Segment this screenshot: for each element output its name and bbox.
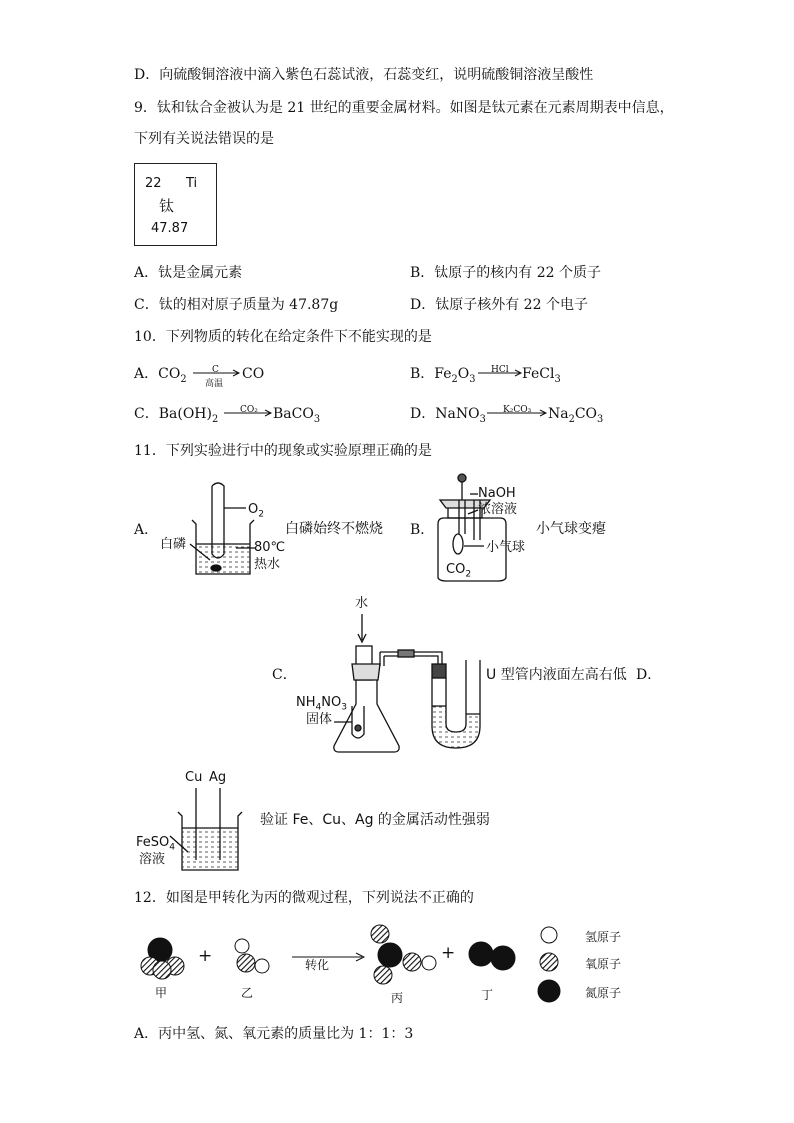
q11-b-concentrated: 浓溶液 [478, 502, 518, 517]
legend-symbols [538, 927, 560, 1002]
q11-b-naoh: NaOH [478, 486, 516, 501]
q9-option-c: C．钛的相对原子质量为 47.87g [134, 297, 339, 313]
q8-option-d: D．向硫酸铜溶液中滴入紫色石蕊试液，石蕊变红，说明硫酸铜溶液呈酸性 [134, 67, 594, 83]
experiment-c-apparatus [334, 614, 480, 752]
q10-a-reactant-sub: 2 [180, 373, 187, 385]
q10-b-reactant: Fe [434, 366, 452, 382]
atomic-number: 22 [145, 176, 162, 191]
q11-c-description: U 型管内液面左高右低 [486, 667, 627, 683]
q10-d-reactant-sub: 3 [479, 413, 486, 425]
plus-sign-2: + [441, 943, 456, 963]
molecule-jia [141, 938, 184, 979]
molecule-ding [469, 942, 515, 970]
q11-a-description: 白磷始终不燃烧 [285, 521, 383, 537]
q10-b-condition-above: HCl [491, 365, 509, 375]
q11-a-temp: 80℃ [254, 540, 286, 555]
experiment-d-beaker [170, 788, 242, 870]
q10-b-product-sub: 3 [554, 373, 561, 385]
q10-d-condition-above: K₂CO₃ [503, 405, 532, 415]
q10-d-product-sub2: 3 [597, 413, 604, 425]
molecule-bing [371, 925, 436, 984]
label-jia: 甲 [155, 986, 168, 1000]
q10-a-condition-below: 高温 [205, 379, 224, 389]
q9-stem-line2: 下列有关说法错误的是 [134, 131, 274, 147]
q12-stem: 12．如图是甲转化为丙的微观过程，下列说法不正确的 [134, 890, 474, 906]
q10-c-arrow [224, 410, 271, 416]
nitrogen-atom-symbol [538, 980, 560, 1002]
hydrogen-atom-symbol [541, 927, 557, 943]
plus-sign-1: + [198, 946, 213, 966]
q11-d-description: 验证 Fe、Cu、Ag 的金属活动性强弱 [260, 812, 490, 828]
q11-c-nh4no3: $NH_4NO_3$ [296, 695, 348, 713]
q11-a-hot-water: 热水 [254, 557, 281, 572]
q9-option-b: B．钛原子的核内有 22 个质子 [410, 265, 602, 281]
q9-option-d: D．钛原子核外有 22 个电子 [410, 297, 588, 313]
q11-a-label: A． [134, 522, 159, 538]
q10-a-reactant: CO [158, 366, 181, 382]
q10-c-product-sub: 3 [313, 413, 321, 425]
q11-c-water: 水 [355, 596, 369, 611]
q10-b-reactant-o: O [457, 366, 470, 382]
molecule-yi [235, 939, 269, 973]
q10-b-arrow [478, 370, 521, 376]
q10-d-arrow [487, 410, 546, 416]
q10-b-sub2: 3 [469, 373, 476, 385]
q11-b-balloon: 小气球 [486, 540, 526, 555]
q11-d-feso4: FeSO$_4$ [136, 835, 176, 853]
conversion-label: 转化 [305, 958, 330, 972]
q10-a-arrow [193, 370, 239, 376]
label-yi: 乙 [241, 986, 254, 1000]
atomic-mass: 47.87 [151, 221, 189, 236]
q10-b-sub1: 2 [451, 373, 458, 385]
q10-c-condition-above: CO₂ [240, 405, 258, 415]
q10-d-product-co: CO [574, 406, 598, 422]
q10-a-product: CO [242, 366, 265, 382]
q10-stem: 10．下列物质的转化在给定条件下不能实现的是 [134, 329, 432, 345]
q10-c-reactant: Ba(OH) [158, 406, 212, 422]
q10-a-condition-above: C [212, 365, 219, 375]
q11-b-label: B． [410, 522, 435, 538]
q11-b-co2: $CO_2$ [446, 562, 472, 580]
q11-d-solution: 溶液 [139, 852, 166, 867]
q10-d-reactant: NaNO [435, 406, 480, 422]
experiment-a-beaker [190, 483, 256, 574]
q9-option-a: A．钛是金属元素 [134, 265, 243, 281]
q11-d-cu: Cu [185, 770, 203, 785]
q12-option-a: A．丙中氢、氮、氧元素的质量比为 1：1：3 [134, 1026, 414, 1042]
q10-d-product-sub1: 2 [568, 413, 575, 425]
element-name: 钛 [159, 197, 175, 215]
legend-oxygen: 氧原子 [585, 957, 622, 971]
element-symbol: Ti [186, 176, 198, 191]
q10-d-label: D． [410, 406, 436, 422]
q11-d-label: D． [636, 667, 662, 683]
label-bing: 丙 [391, 991, 404, 1005]
q10-c-product-main: BaCO [273, 406, 314, 422]
q11-d-ag: Ag [209, 770, 227, 785]
q10-d-product-main: Na [548, 406, 569, 422]
oxygen-atom-symbol [540, 953, 558, 971]
q10-b-product-main: FeCl [522, 366, 555, 382]
q10-c-label: C． [134, 406, 159, 422]
q11-a-o2: $O_2$ [248, 502, 265, 520]
q11-a-white-phosphorus: 白磷 [160, 537, 187, 552]
q10-c-reactant-sub: 2 [211, 413, 219, 425]
q11-c-solid: 固体 [306, 712, 333, 727]
q9-stem-line1: 9．钛和钛合金被认为是 21 世纪的重要金属材料。如图是钛元素在元素周期表中信息， [134, 100, 674, 116]
q10-a-label: A． [134, 366, 159, 382]
q11-b-description: 小气球变瘪 [536, 521, 606, 537]
label-ding: 丁 [481, 988, 494, 1002]
q11-c-label: C． [272, 667, 297, 683]
q10-b-label: B． [410, 366, 435, 382]
q11-stem: 11．下列实验进行中的现象或实验原理正确的是 [134, 443, 432, 459]
legend-hydrogen: 氢原子 [585, 930, 622, 944]
legend-nitrogen: 氮原子 [585, 986, 622, 1000]
